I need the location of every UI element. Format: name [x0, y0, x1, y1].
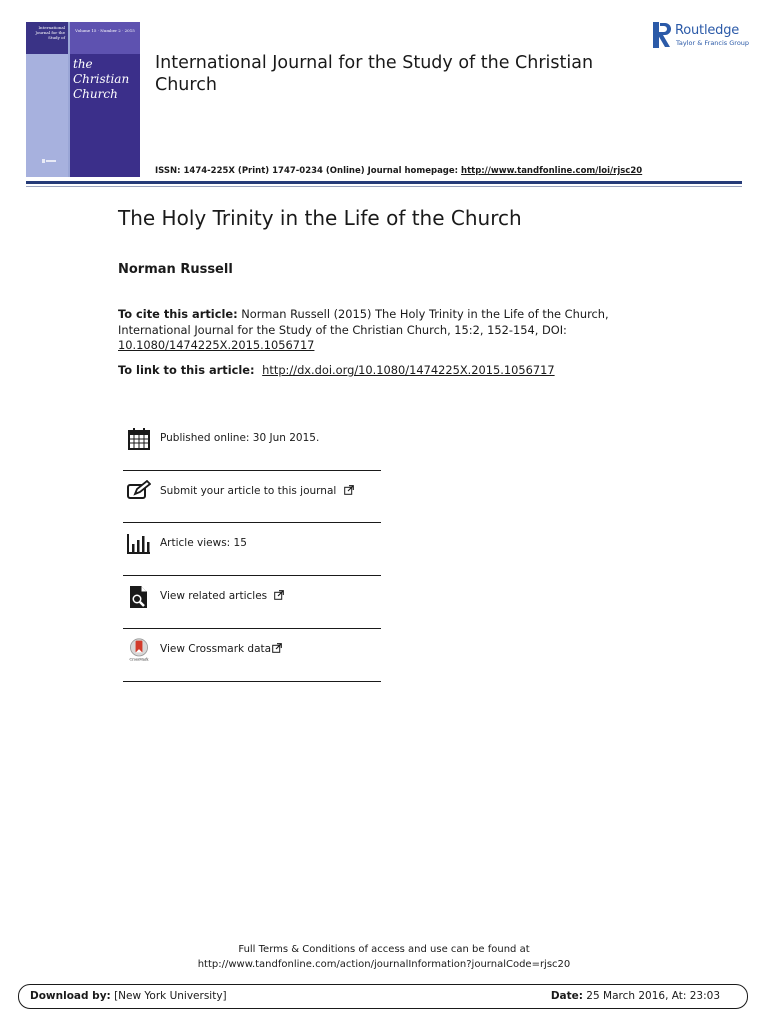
date-value: 25 March 2016, At: 23:03 [582, 990, 720, 1002]
external-link-icon [272, 643, 282, 653]
crossmark-icon [127, 638, 151, 662]
info-divider [123, 681, 381, 682]
info-divider [123, 470, 381, 471]
info-divider [123, 575, 381, 576]
terms-notice [0, 942, 768, 972]
calendar-icon [127, 427, 151, 451]
published-online-item [123, 427, 381, 467]
search-document-icon [127, 585, 151, 609]
bar-chart-icon [127, 532, 151, 556]
cite-label: To cite this article: [118, 307, 238, 321]
terms-url-link[interactable]: http://www.tandfonline.com/action/journalInformation?journalCode=rjsc20 [197, 959, 571, 970]
header-rule [26, 181, 742, 184]
related-articles-link[interactable] [160, 590, 284, 602]
cover-title [73, 57, 129, 102]
submit-article-label: Submit your article to this journal [160, 485, 337, 497]
publisher-name: Routledge [675, 23, 740, 38]
related-articles-item[interactable] [123, 585, 381, 625]
article-author: Norman Russell [118, 262, 233, 277]
routledge-logo-icon [653, 22, 671, 48]
external-link-icon [274, 590, 284, 600]
download-date [551, 990, 720, 1002]
cover-title-line: the [73, 57, 93, 71]
article-views-item[interactable] [123, 532, 381, 572]
crossmark-link[interactable] [160, 643, 282, 655]
citation [118, 307, 638, 354]
published-online-text: Published online: 30 Jun 2015. [160, 432, 320, 444]
download-info-bar [18, 984, 748, 1009]
publisher-group: Taylor & Francis Group [676, 39, 750, 47]
article-views-text: Article views: 15 [160, 537, 247, 549]
download-by-label: Download by: [30, 990, 111, 1002]
cover-top-right-text: Volume 15 · Number 2 · 2015 [70, 22, 140, 54]
related-articles-label: View related articles [160, 590, 268, 602]
article-link-line [118, 363, 678, 379]
publisher-logo [653, 22, 753, 52]
cover-title-line: Christian [73, 72, 130, 86]
journal-cover [26, 22, 140, 177]
edit-icon [127, 480, 151, 504]
issn-text: ISSN: 1474-225X (Print) 1747-0234 (Online) Journal homepage: [155, 166, 462, 176]
issn-line [155, 166, 642, 176]
cite-text: Norman Russell (2015) The Holy Trinity in the Life of the Church, International Journal for the Study of the Christian Church, 15:2, 152-154, DOI: [118, 307, 609, 337]
submit-article-link[interactable] [160, 485, 354, 497]
crossmark-item[interactable] [123, 638, 381, 678]
article-doi-url-link[interactable]: http://dx.doi.org/10.1080/1474225X.2015.1056717 [262, 363, 555, 377]
cover-publisher-mark-icon [42, 158, 56, 164]
crossmark-label: View Crossmark data [160, 643, 272, 655]
download-by-value: [New York University] [110, 990, 227, 1002]
article-title: The Holy Trinity in the Life of the Church [118, 206, 522, 230]
cover-top-left-text: International Journal for the Study of [26, 22, 68, 54]
journal-homepage-link[interactable]: http://www.tandfonline.com/loi/rjsc20 [461, 166, 643, 176]
date-label: Date: [550, 990, 583, 1002]
journal-title[interactable]: International Journal for the Study of the Christian Church [155, 53, 594, 95]
link-label: To link to this article: [118, 363, 255, 377]
header-rule-thin [26, 186, 742, 187]
info-divider [123, 522, 381, 523]
info-divider [123, 628, 381, 629]
doi-link[interactable]: 10.1080/1474225X.2015.1056717 [118, 338, 315, 352]
submit-article-item[interactable] [123, 480, 381, 520]
cover-title-line: Church [73, 87, 118, 101]
external-link-icon [344, 485, 354, 495]
terms-line: Full Terms & Conditions of access and use can be found at [238, 944, 530, 955]
download-by [30, 990, 227, 1002]
crossmark-caption: CrossMark [129, 657, 149, 662]
